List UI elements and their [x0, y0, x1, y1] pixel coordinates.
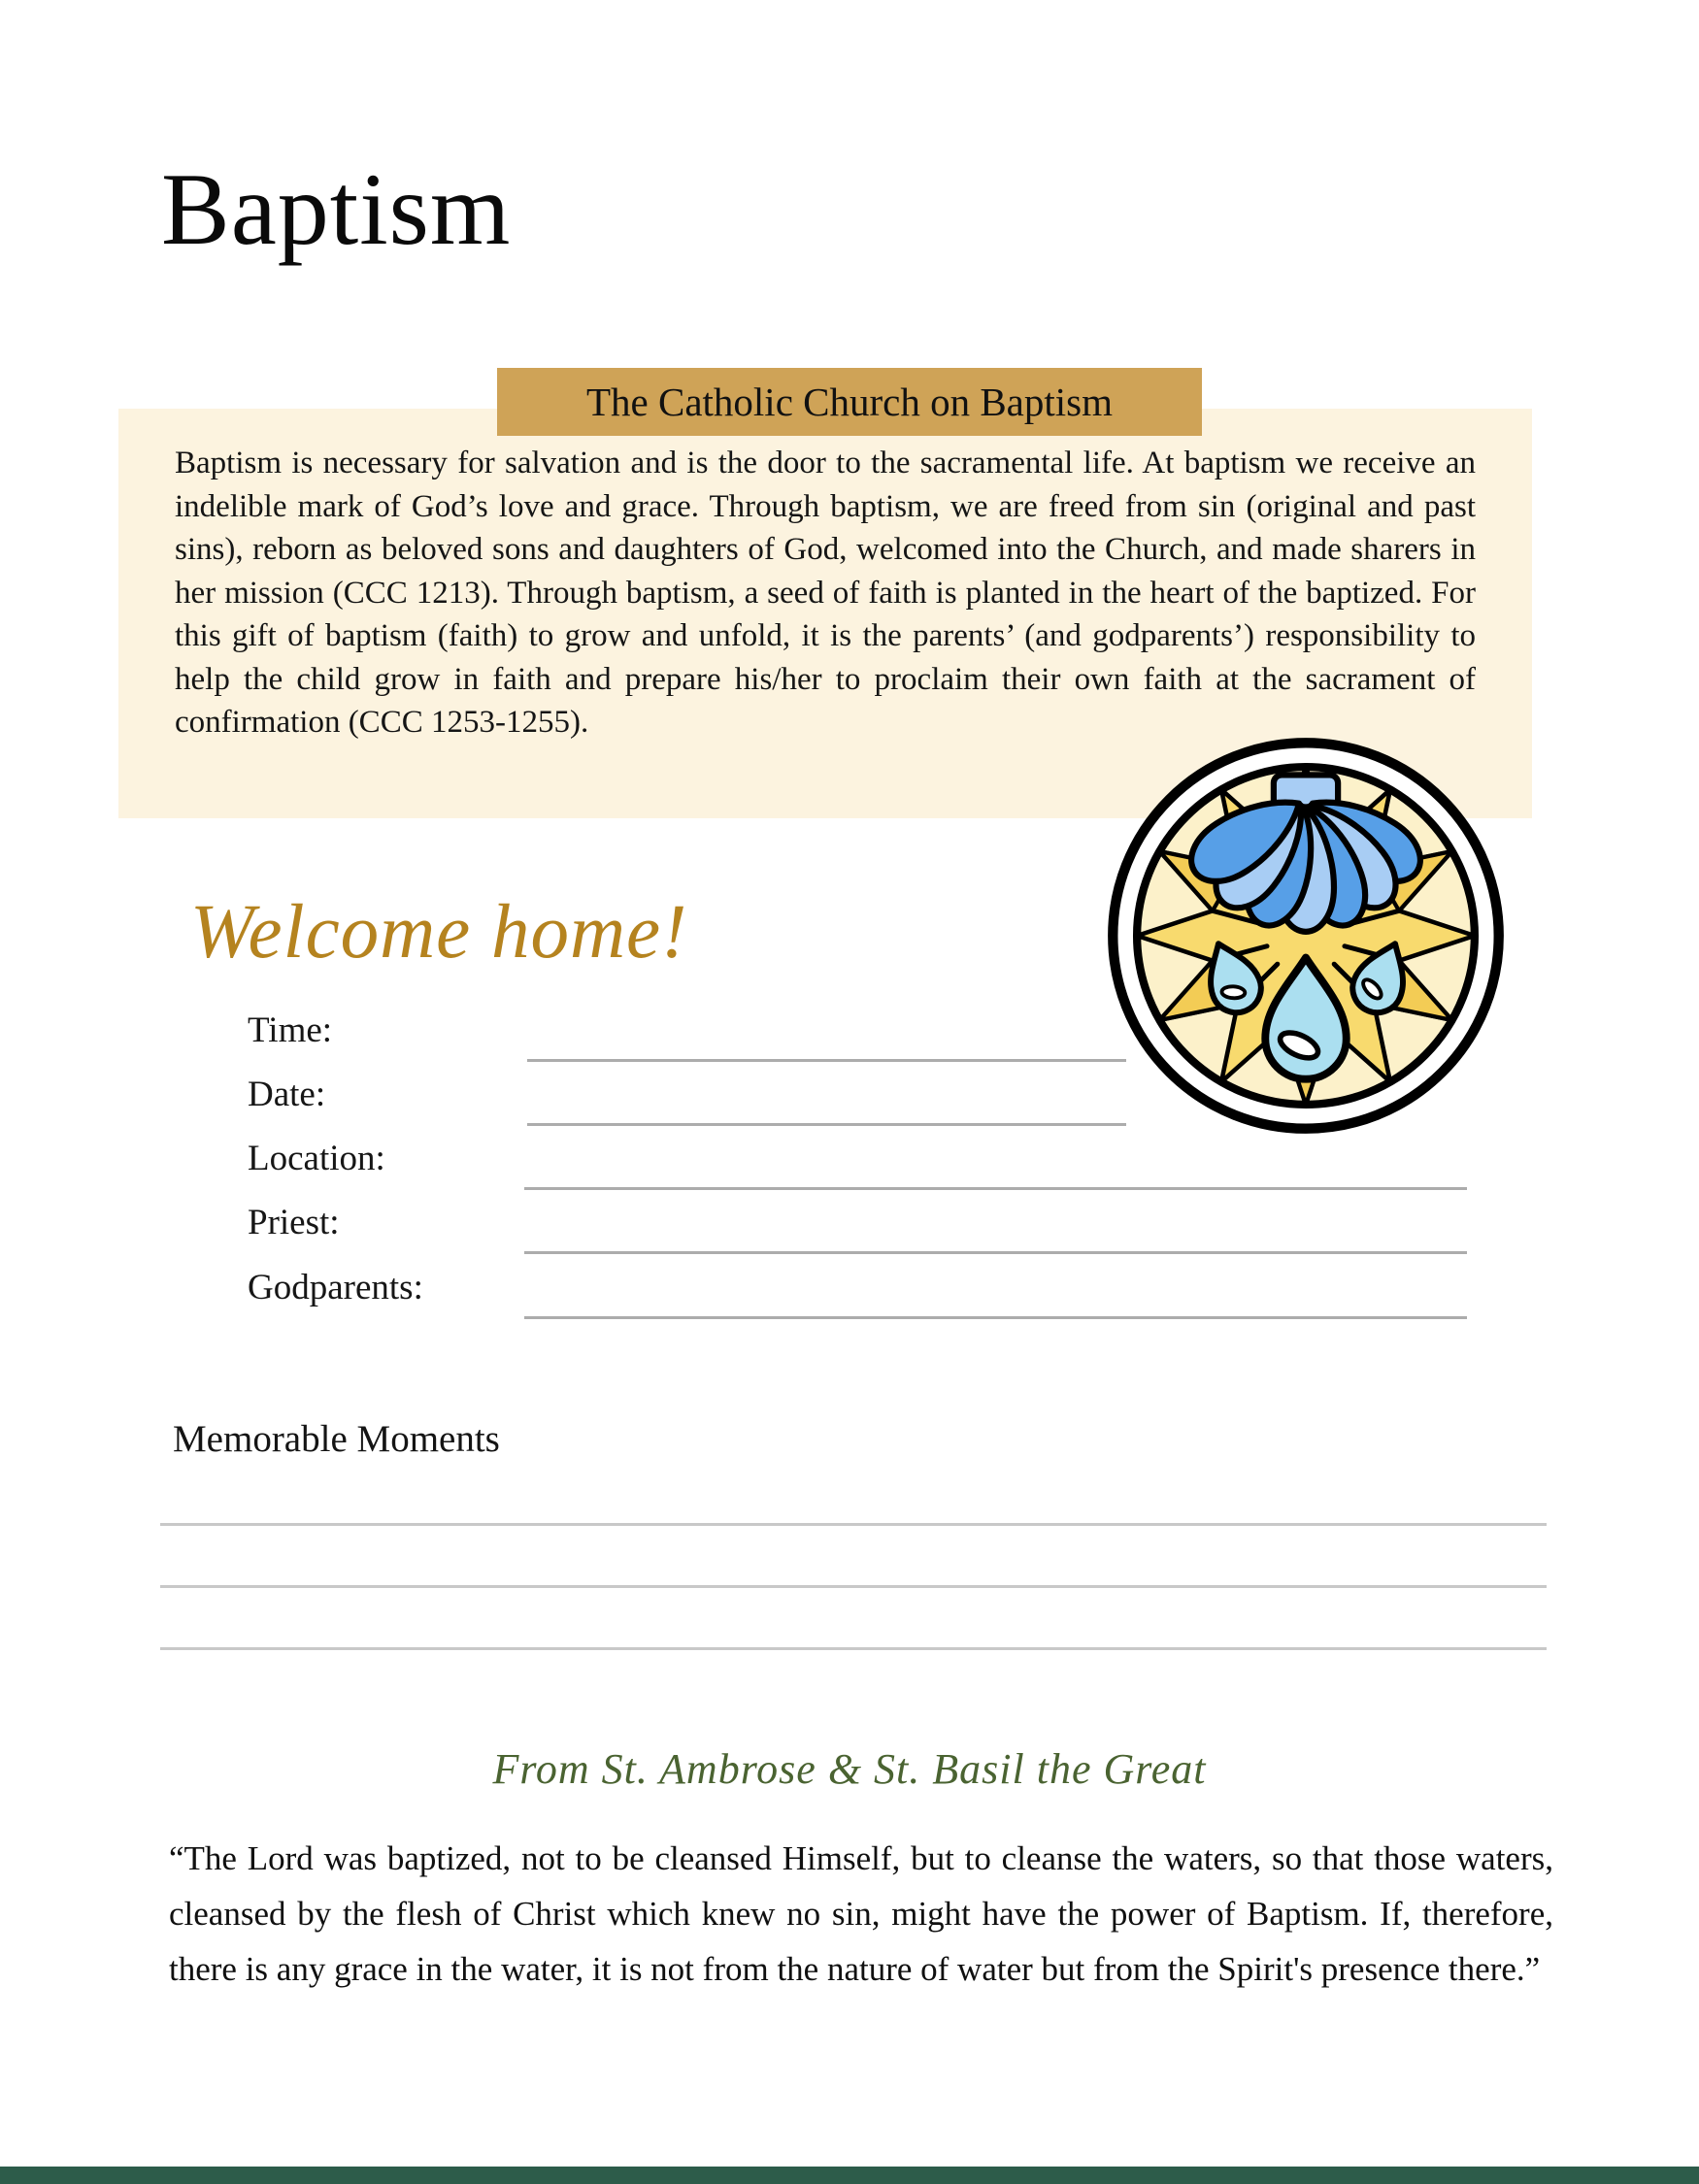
date-input-line[interactable] — [527, 1123, 1126, 1126]
godparents-input-line[interactable] — [524, 1316, 1467, 1319]
welcome-home-heading: Welcome home! — [190, 890, 688, 975]
date-label: Date: — [248, 1075, 326, 1114]
info-box-banner: The Catholic Church on Baptism — [497, 368, 1202, 436]
time-label: Time: — [248, 1010, 333, 1050]
saints-quote-heading: From St. Ambrose & St. Basil the Great — [492, 1745, 1207, 1793]
priest-label: Priest: — [248, 1203, 340, 1242]
memorable-moments-heading: Memorable Moments — [173, 1418, 500, 1460]
memorable-moments-line[interactable] — [160, 1647, 1547, 1650]
godparents-label: Godparents: — [248, 1268, 423, 1307]
stained-glass-shell-icon — [1105, 735, 1507, 1137]
memorable-moments-line[interactable] — [160, 1585, 1547, 1588]
saints-quote-paragraph: “The Lord was baptized, not to be cleansed Himself, but to cleanse the waters, so that those waters, cleansed by the flesh of Christ which knew no sin, might have the power of Baptism. If, therefore, there is any grace in the water, it is not from the nature of water but from the Spirit's presence there.” — [169, 1839, 1553, 1988]
time-input-line[interactable] — [527, 1059, 1126, 1062]
location-input-line[interactable] — [524, 1187, 1467, 1190]
location-label: Location: — [248, 1139, 385, 1178]
footer-accent-bar — [0, 2167, 1699, 2184]
priest-input-line[interactable] — [524, 1251, 1467, 1254]
page-title: Baptism — [161, 152, 512, 266]
info-box-paragraph: Baptism is necessary for salvation and is the door to the sacramental life. At baptism we receive an indelible mark of God’s love and grace. Through baptism, we are freed from sin (original and past sins), reborn as beloved sons and daughters of God, welcomed into the Church, and made sharers in her mission (CCC 1213). Through baptism, a seed of faith is planted in the heart of the baptized. For this gift of baptism (faith) to grow and unfold, it is the parents’ (and godparents’) responsibility to help the child grow in faith and prepare his/her to proclaim their own faith at the sacrament of confirmation (CCC 1253-1255). — [175, 446, 1476, 740]
memorable-moments-line[interactable] — [160, 1523, 1547, 1526]
